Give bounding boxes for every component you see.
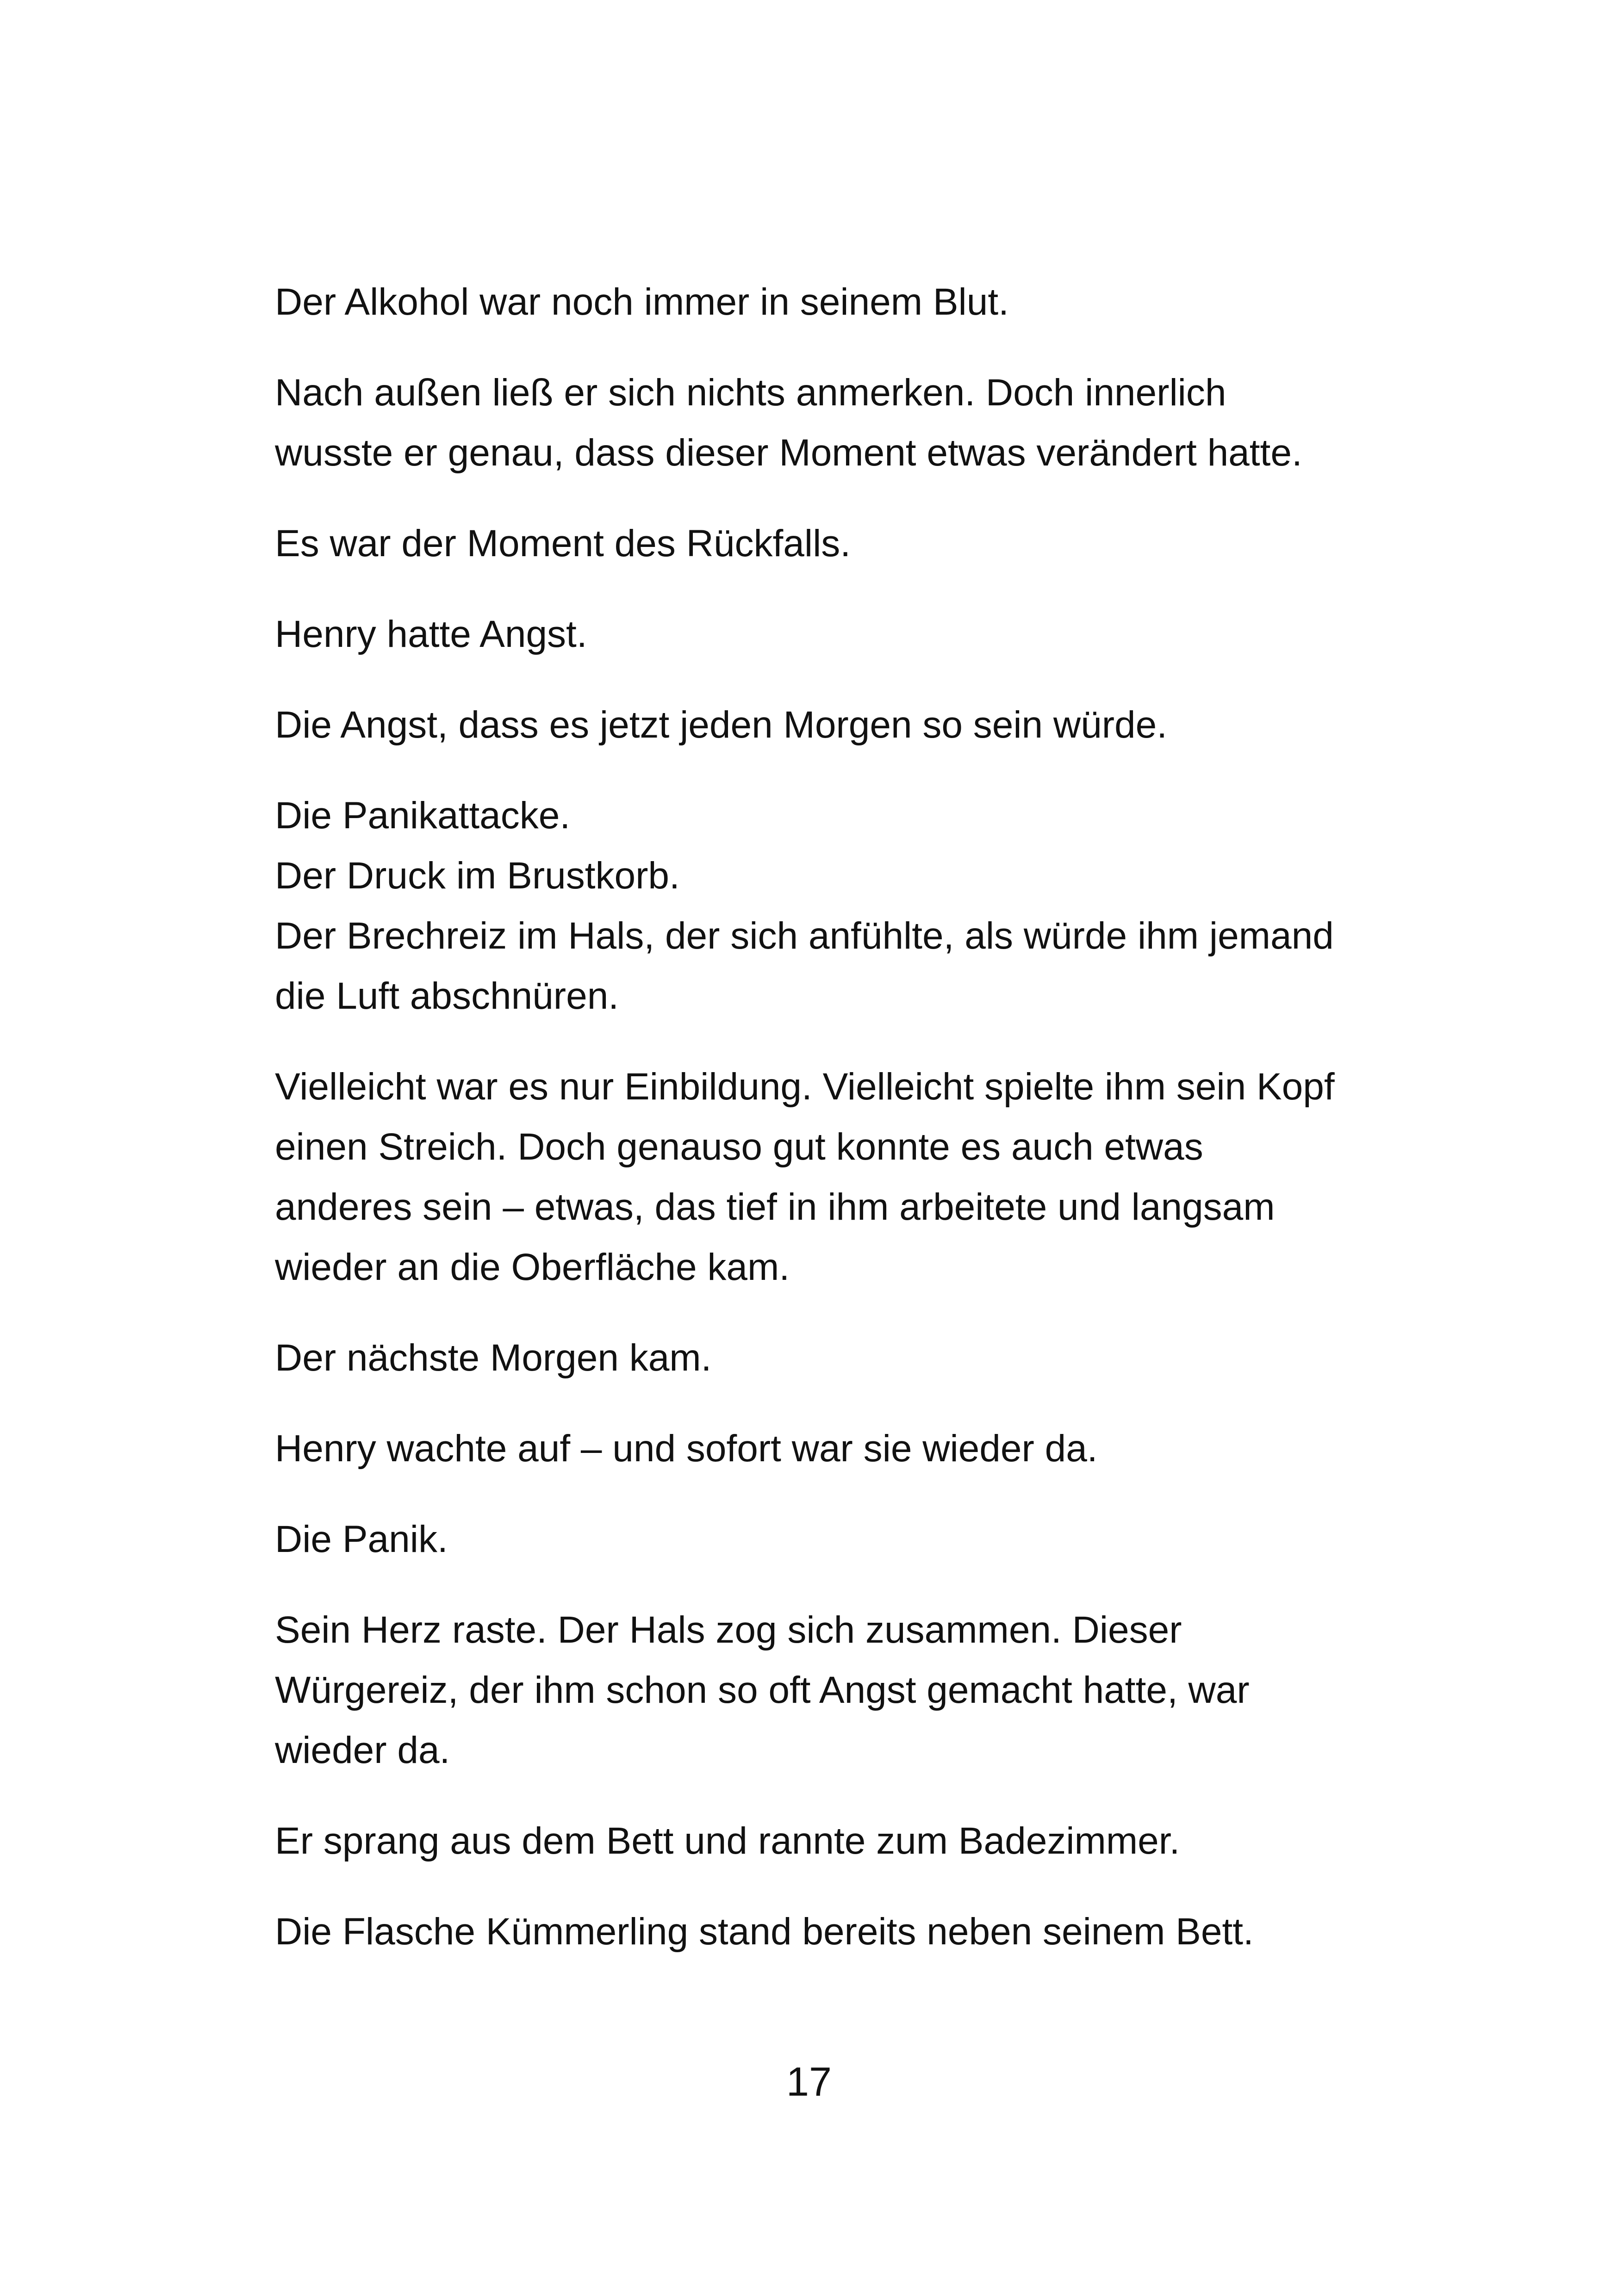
- paragraph-group: [275, 786, 1349, 1026]
- paragraph: Die Panik.: [275, 1518, 448, 1560]
- paragraph: Henry wachte auf – und sofort war sie wieder da.: [275, 1427, 1098, 1470]
- line: Der Brechreiz im Hals, der sich anfühlte, als würde ihm jemand die Luft abschnüren.: [275, 915, 1334, 1017]
- paragraph: Henry hatte Angst.: [275, 613, 587, 655]
- paragraph: Er sprang aus dem Bett und rannte zum Badezimmer.: [275, 1820, 1180, 1862]
- paragraph: Der Alkohol war noch immer in seinem Blut.: [275, 281, 1009, 323]
- paragraph: Es war der Moment des Rückfalls.: [275, 522, 851, 565]
- line: Der Druck im Brustkorb.: [275, 855, 680, 897]
- paragraph: Die Angst, dass es jetzt jeden Morgen so sein würde.: [275, 704, 1168, 746]
- line: Die Panikattacke.: [275, 794, 571, 837]
- paragraph: Die Flasche Kümmerling stand bereits neben seinem Bett.: [275, 1911, 1254, 1953]
- page-number: 17: [786, 2059, 832, 2104]
- paragraph: Der nächste Morgen kam.: [275, 1337, 712, 1379]
- paragraph: Nach außen ließ er sich nichts anmerken. Doch innerlich wusste er genau, dass dieser Moment etwas verändert hatte.: [275, 372, 1302, 474]
- paragraph: Vielleicht war es nur Einbildung. Vielleicht spielte ihm sein Kopf einen Streich. Doch genauso gut konnte es auch etwas anderes sein – etwas, das tief in ihm arbeitete und langsam wieder an die Oberfläche kam.: [275, 1066, 1335, 1288]
- paragraph: Sein Herz raste. Der Hals zog sich zusammen. Dieser Würgereiz, der ihm schon so oft Angst gemacht hatte, war wieder da.: [275, 1609, 1250, 1771]
- body-text: [275, 272, 1349, 1992]
